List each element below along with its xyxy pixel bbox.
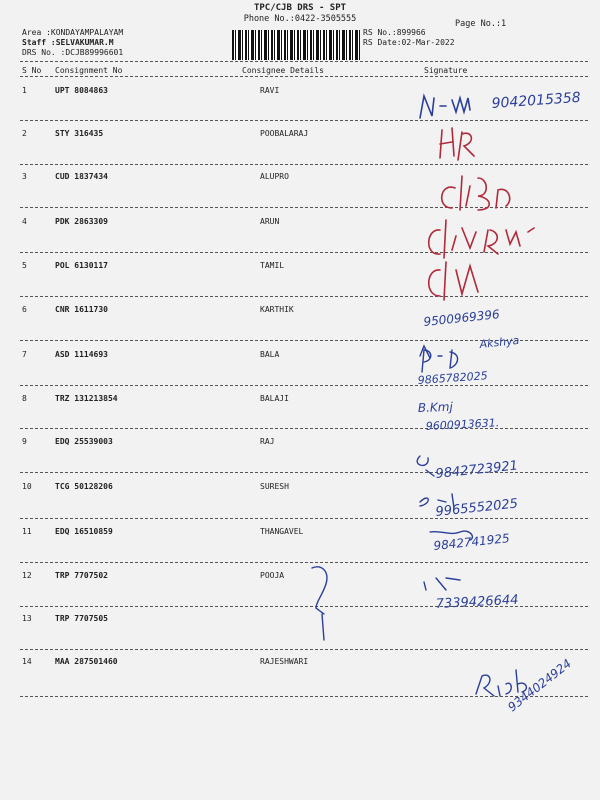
row-consignment-number: UPT 8084863 xyxy=(55,86,108,95)
sheet-title: TPC/CJB DRS - SPT xyxy=(253,3,347,13)
col-header-consignee: Consignee Details xyxy=(242,66,324,75)
row-sno: 3 xyxy=(22,172,27,181)
col-header-signature: Signature xyxy=(424,66,468,75)
signature-mark xyxy=(312,567,327,640)
col-header-consignment: Consignment No xyxy=(55,66,123,75)
signature-mark xyxy=(420,346,430,358)
signature-mark xyxy=(417,456,434,476)
row-consignment-number: CUD 1837434 xyxy=(55,172,108,181)
row-sno: 12 xyxy=(22,571,32,580)
row-consignment-number: EDQ 16510859 xyxy=(55,527,113,536)
row-consignment-number: CNR 1611730 xyxy=(55,305,108,314)
phone-number: Phone No.:0422-3505555 xyxy=(243,14,357,24)
row-consignment-number: MAA 287501460 xyxy=(55,657,118,666)
row-consignment-number: STY 316435 xyxy=(55,129,104,138)
row-sno: 10 xyxy=(22,482,32,491)
handwritten-phone: 9042015358 xyxy=(491,89,582,112)
row-sno: 1 xyxy=(22,86,27,95)
row-consignment-number: EDQ 25539003 xyxy=(55,437,113,446)
row-sno: 13 xyxy=(22,614,32,623)
handwritten-name: Akshya xyxy=(478,333,520,351)
row-sno: 4 xyxy=(22,217,27,226)
handwritten-phone: 9965552025 xyxy=(434,496,519,520)
handwritten-phone: 9865782025 xyxy=(417,369,489,387)
signature-mark xyxy=(440,128,474,160)
row-consignment-number: POL 6130117 xyxy=(55,261,108,270)
row-consignee: THANGAVEL xyxy=(260,527,304,536)
page-number: Page No.:1 xyxy=(455,19,507,29)
rs-date: RS Date:02-Mar-2022 xyxy=(363,38,455,47)
row-consignment-number: TCG 50128206 xyxy=(55,482,113,491)
row-consignee: RAJESHWARI xyxy=(260,657,309,666)
row-consignee: TAMIL xyxy=(260,261,285,270)
row-consignee: SURESH xyxy=(260,482,289,491)
signature-mark xyxy=(442,176,510,210)
signature-mark xyxy=(440,98,470,112)
area-label: Area :KONDAYAMPALAYAM xyxy=(22,28,124,37)
row-consignee: KARTHIK xyxy=(260,305,294,314)
row-sno: 8 xyxy=(22,394,27,403)
signature-mark xyxy=(429,220,534,258)
handwritten-phone: 9500969396 xyxy=(422,307,501,329)
row-consignment-number: TRP 7707502 xyxy=(55,571,108,580)
row-sno: 9 xyxy=(22,437,27,446)
row-consignment-number: TRZ 131213854 xyxy=(55,394,118,403)
row-sno: 11 xyxy=(22,527,32,536)
row-consignee: POOJA xyxy=(260,571,285,580)
row-consignee: BALAJI xyxy=(260,394,289,403)
row-sno: 2 xyxy=(22,129,27,138)
row-sno: 14 xyxy=(22,657,32,666)
row-consignee: ARUN xyxy=(260,217,280,226)
handwritten-phone: 9344024924 xyxy=(505,656,575,715)
drs-number: DRS No. :DCJB89996601 xyxy=(22,48,124,57)
row-consignee: BALA xyxy=(260,350,280,359)
signature-mark xyxy=(429,262,478,300)
handwritten-phone: 7339426644 xyxy=(435,592,519,612)
row-sno: 5 xyxy=(22,261,27,270)
handwritten-name: 9600913631. xyxy=(425,416,500,433)
row-consignee: ALUPRO xyxy=(260,172,289,181)
row-consignment-number: PDK 2863309 xyxy=(55,217,108,226)
row-consignee: POOBALARAJ xyxy=(260,129,309,138)
handwritten-phone: 9842723921 xyxy=(434,458,519,482)
col-header-sno: S No xyxy=(22,66,42,75)
handwritten-name: B.Kmj xyxy=(417,399,454,415)
signature-mark xyxy=(420,96,434,118)
row-consignee: RAJ xyxy=(260,437,275,446)
row-sno: 7 xyxy=(22,350,27,359)
row-consignment-number: TRP 7707505 xyxy=(55,614,108,623)
row-sno: 6 xyxy=(22,305,27,314)
staff-label: Staff :SELVAKUMAR.M xyxy=(22,38,114,47)
row-consignment-number: ASD 1114693 xyxy=(55,350,108,359)
handwritten-phone: 9842741925 xyxy=(432,531,511,553)
signature-mark xyxy=(424,578,460,590)
row-consignee: RAVI xyxy=(260,86,280,95)
rs-number: RS No.:899966 xyxy=(363,28,426,37)
